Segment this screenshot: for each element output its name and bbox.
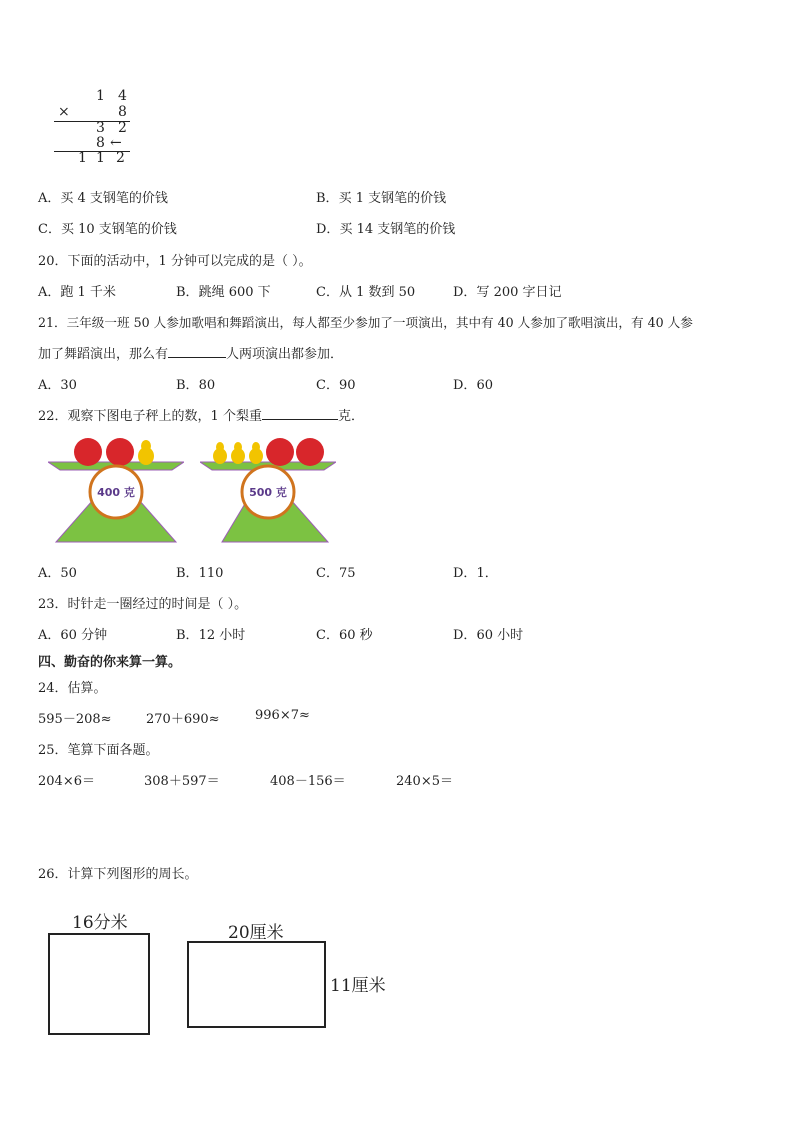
option-text: 12 小时 [198, 628, 246, 643]
left-arrow-icon: ← [110, 135, 122, 151]
rect-top-label: 20厘米 [228, 923, 284, 943]
q21-text: 加了舞蹈演出，那么有 [38, 347, 169, 362]
option-text: 90 [338, 378, 356, 393]
q22-text: 克． [337, 409, 364, 424]
option-letter: A． [38, 628, 61, 643]
calc-item: 240×5＝ [396, 774, 453, 789]
square-shape [48, 933, 150, 1035]
q21-text: 人两项演出都参加． [226, 347, 344, 362]
q20-option-a[interactable] [38, 281, 116, 300]
apple-icon [74, 438, 102, 466]
q23-option-a[interactable] [38, 624, 107, 643]
q21-question-line2 [38, 343, 343, 362]
option-text: 80 [198, 378, 216, 393]
q22-question [38, 405, 364, 424]
scale-illustration-2 [200, 432, 336, 546]
option-letter: B． [176, 285, 199, 300]
section-heading: 四、勤奋的你来算一算。 [38, 655, 182, 670]
q20-option-c[interactable] [316, 281, 415, 300]
q23-option-c[interactable] [316, 624, 373, 643]
option-text: 60 [476, 378, 493, 393]
calc-item: 308＋597＝ [144, 774, 220, 789]
pear-icon [234, 442, 242, 452]
scale-illustration-1 [48, 432, 184, 546]
estimate-item: 270＋690≈ [146, 712, 220, 727]
q21-option-b[interactable] [176, 374, 215, 393]
option-letter: C． [316, 628, 339, 643]
q22-option-d[interactable] [453, 562, 498, 581]
mult-digit: 4 [118, 88, 127, 104]
apple-icon [296, 438, 324, 466]
option-text: 写 200 字日记 [476, 285, 562, 300]
option-letter: D． [453, 566, 477, 581]
option-letter: D． [453, 628, 477, 643]
option-letter: D． [453, 378, 477, 393]
rect-side-label: 11厘米 [330, 976, 386, 996]
option-text: 买 1 支钢笔的价钱 [338, 191, 447, 206]
option-text: 买 10 支钢笔的价钱 [60, 222, 177, 237]
option-text: 50 [60, 566, 77, 581]
mult-digit: 1 [78, 150, 87, 166]
mult-operator: × [58, 104, 70, 120]
option-letter: C． [316, 285, 339, 300]
q19-option-d[interactable] [316, 218, 455, 237]
q24-question: 24．估算。 [38, 681, 107, 696]
option-letter: B． [176, 378, 199, 393]
mult-digit: 3 [96, 120, 105, 136]
option-letter: C． [316, 566, 339, 581]
q20-option-d[interactable] [453, 281, 562, 300]
option-letter: A． [38, 378, 61, 393]
q20-option-b[interactable] [176, 281, 271, 300]
mult-digit: 1 [96, 88, 105, 104]
q22-option-a[interactable] [38, 562, 77, 581]
option-text: 跑 1 千米 [60, 285, 116, 300]
option-letter: B． [316, 191, 339, 206]
option-text: 从 1 数到 50 [338, 285, 416, 300]
mult-digit: 2 [116, 150, 125, 166]
option-letter: C． [38, 222, 61, 237]
option-text: 60 小时 [476, 628, 524, 643]
apple-icon [106, 438, 134, 466]
pear-icon [216, 442, 224, 452]
option-text: 买 4 支钢笔的价钱 [60, 191, 168, 206]
scale-dial-label: 500 克 [249, 486, 287, 499]
q25-question: 25．笔算下面各题。 [38, 743, 159, 758]
q19-option-c[interactable] [38, 218, 177, 237]
q21-option-c[interactable] [316, 374, 356, 393]
calc-item: 408－156＝ [270, 774, 346, 789]
option-text: 60 秒 [338, 628, 373, 643]
pear-icon [141, 440, 151, 452]
q23-option-b[interactable] [176, 624, 245, 643]
pear-icon [252, 442, 260, 452]
option-text: 30 [60, 378, 77, 393]
estimate-item: 996×7≈ [255, 708, 310, 723]
option-text: 1． [476, 566, 498, 581]
mult-digit: 8 [96, 135, 105, 151]
q19-option-a[interactable] [38, 187, 168, 206]
option-letter: A． [38, 285, 61, 300]
q19-option-b[interactable] [316, 187, 446, 206]
option-letter: B． [176, 566, 199, 581]
option-letter: A． [38, 191, 61, 206]
mult-digit: 8 [118, 104, 127, 120]
option-text: 60 分钟 [60, 628, 108, 643]
option-text: 买 14 支钢笔的价钱 [339, 222, 456, 237]
answer-blank[interactable] [168, 344, 226, 358]
q23-option-d[interactable] [453, 624, 523, 643]
q26-question: 26．计算下列图形的周长。 [38, 867, 198, 882]
option-letter: A． [38, 566, 61, 581]
vertical-multiplication [52, 88, 142, 168]
mult-digit: 1 [96, 150, 105, 166]
q21-option-a[interactable] [38, 374, 77, 393]
option-letter: B． [176, 628, 199, 643]
q21-question-line1: 21．三年级一班 50 人参加歌唱和舞蹈演出，每人都至少参加了一项演出，其中有 40 人参加了歌唱演出，有 40 人参 [38, 315, 693, 330]
apple-icon [266, 438, 294, 466]
answer-blank[interactable] [262, 406, 338, 420]
q22-option-b[interactable] [176, 562, 223, 581]
rectangle-shape [187, 941, 326, 1028]
option-text: 跳绳 600 下 [198, 285, 271, 300]
calc-item: 204×6＝ [38, 774, 95, 789]
option-letter: D． [316, 222, 340, 237]
option-letter: C． [316, 378, 339, 393]
square-side-label: 16分米 [72, 913, 128, 933]
q21-option-d[interactable] [453, 374, 493, 393]
estimate-item: 595－208≈ [38, 712, 112, 727]
q20-question: 20．下面的活动中，1 分钟可以完成的是（ ）。 [38, 254, 312, 269]
mult-digit: 2 [118, 120, 127, 136]
q22-option-c[interactable] [316, 562, 356, 581]
q23-question: 23．时针走一圈经过的时间是（ ）。 [38, 597, 248, 612]
option-text: 75 [338, 566, 356, 581]
q22-text: 22．观察下图电子秤上的数，1 个梨重 [38, 409, 262, 424]
option-text: 110 [198, 566, 224, 581]
scale-dial-label: 400 克 [97, 486, 135, 499]
option-letter: D． [453, 285, 477, 300]
